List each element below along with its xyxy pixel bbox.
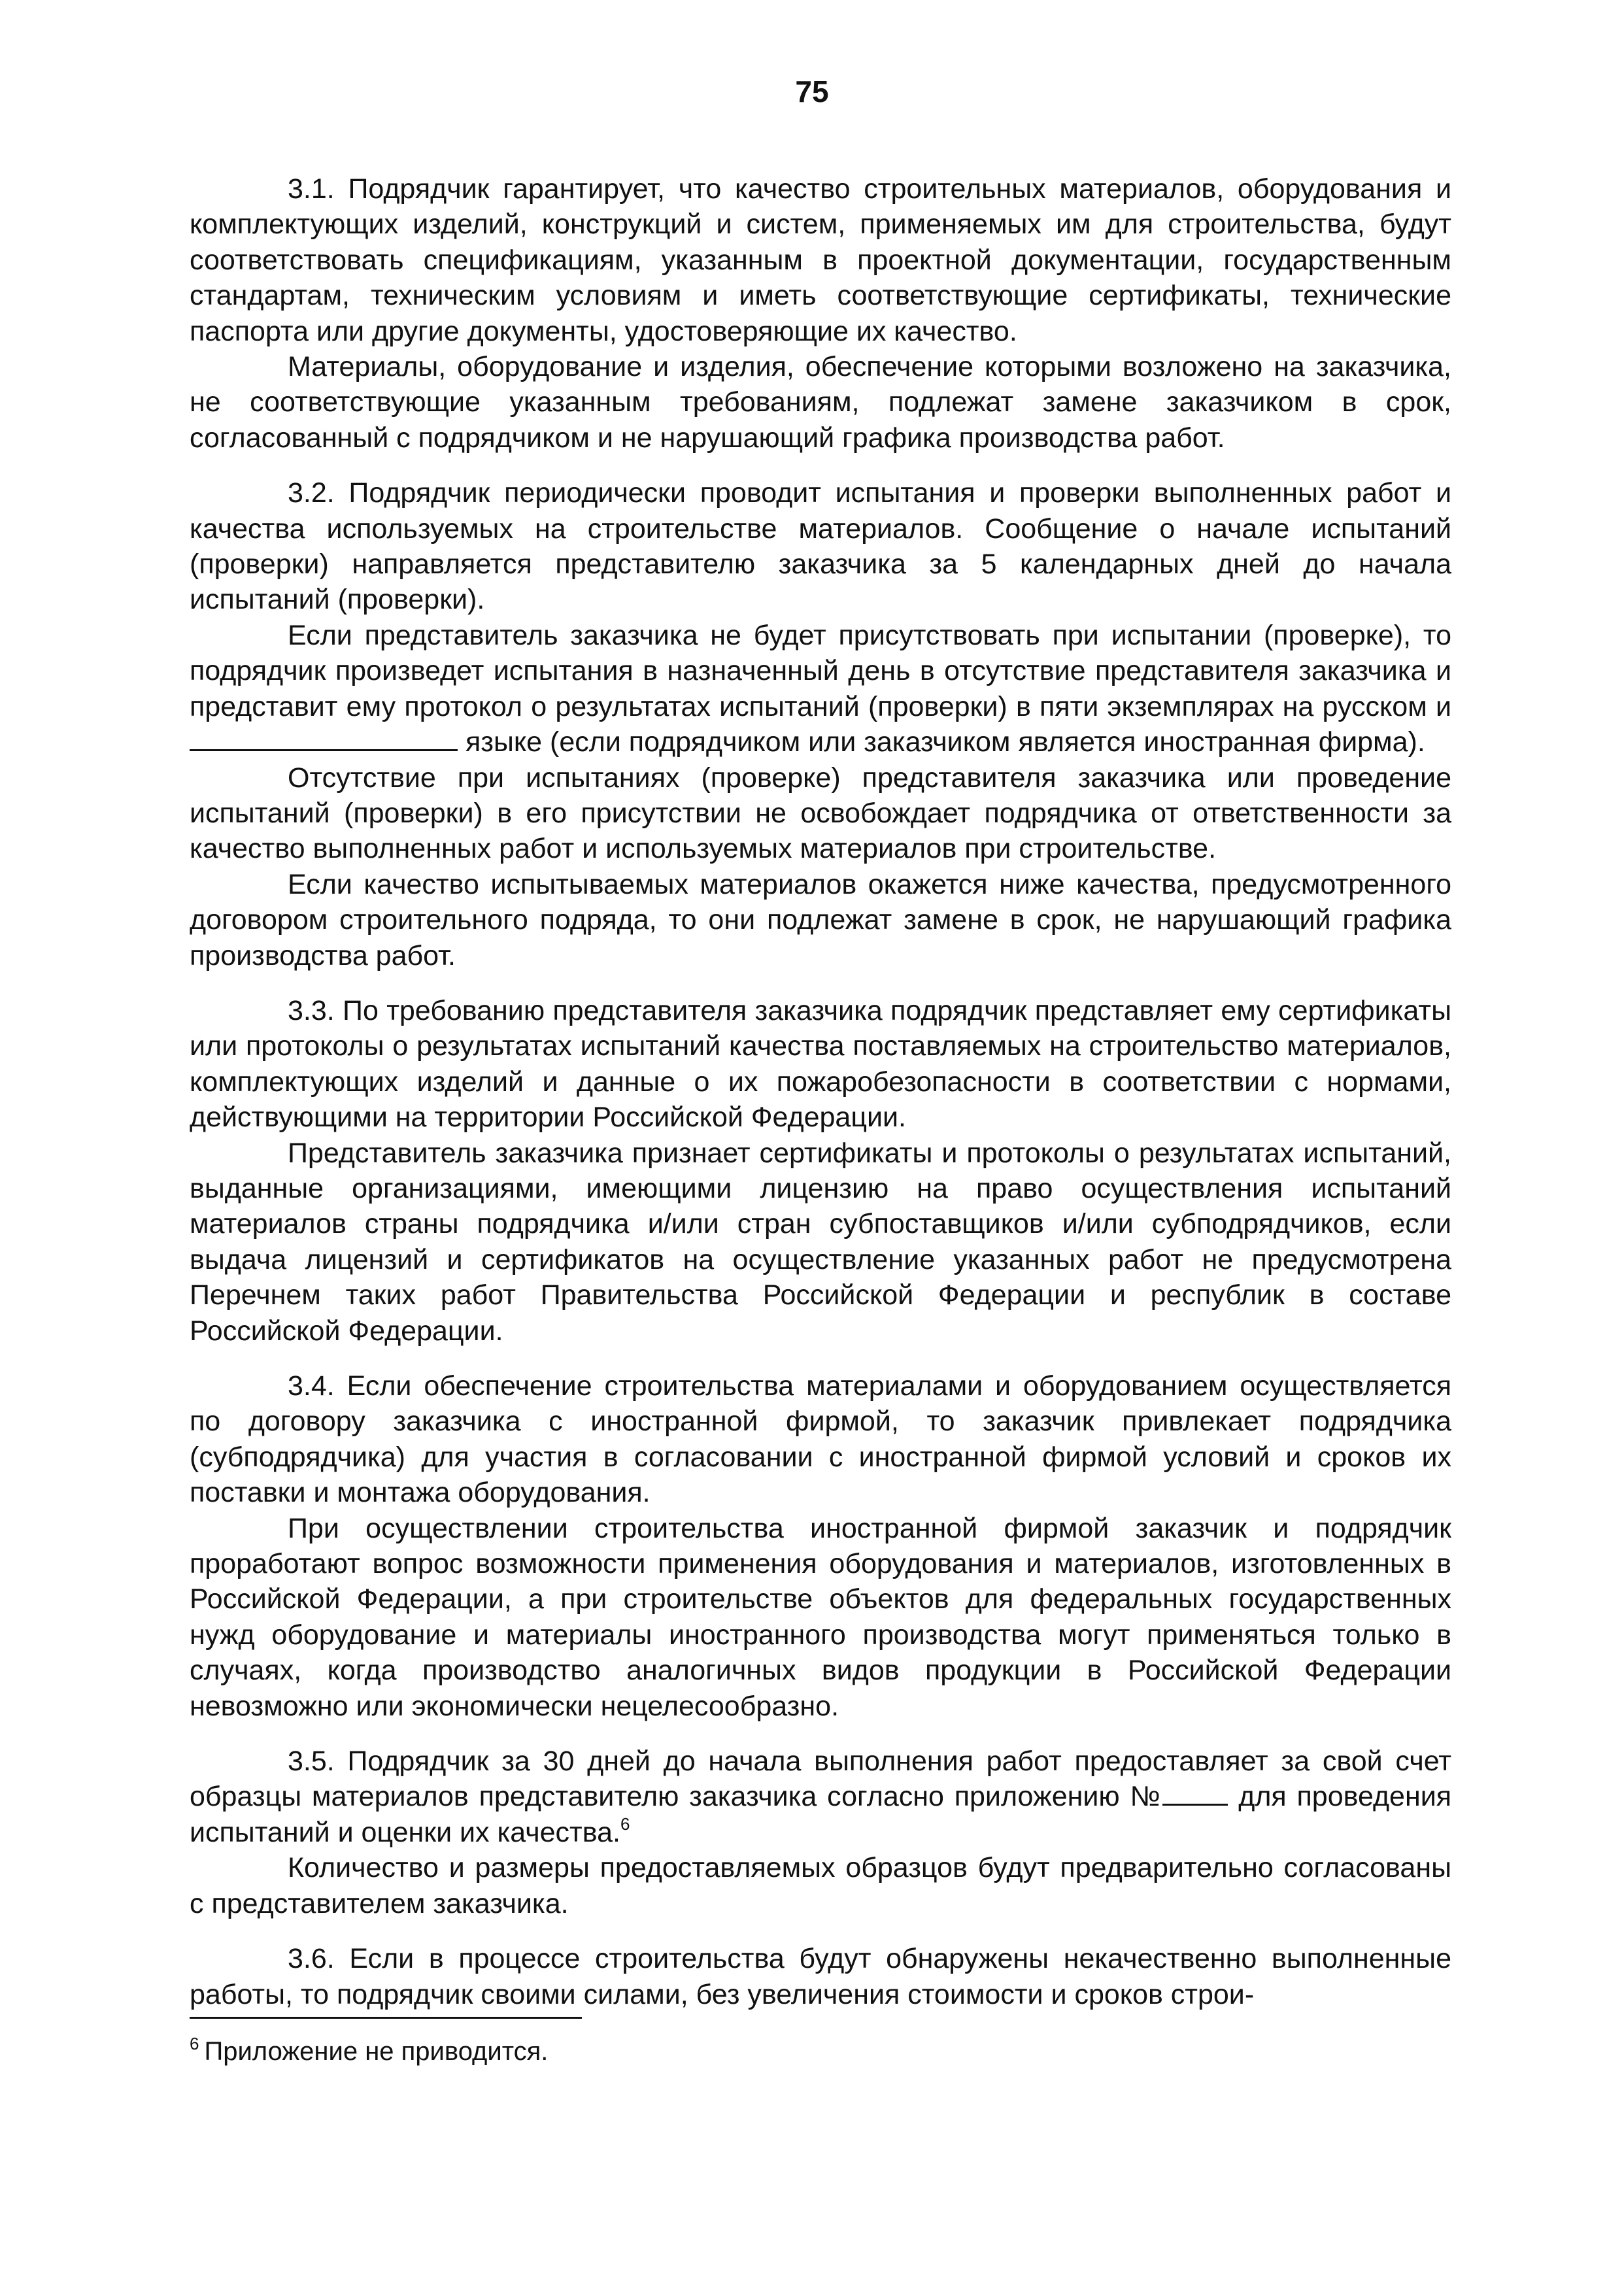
paragraph-3-4-foreign: При осуществлении строительства иностранной фирмой заказчик и подрядчик проработают вопрос возможности применения оборудования и материалов, изготовленных в Российской Федерации, а при строительстве объектов для федеральных государственных нужд оборудование и материалы иностранного производства могут применяться только в случаях, когда производство аналогичных видов продукции в Российской Федерации невозможно или экономически нецелесообразно. <box>190 1512 1451 1722</box>
paragraph-text-before-blank: 3.5. Подрядчик за 30 дней до начала выполнения работ предоставляет за свой счет образцы материалов представителю заказчика согласно приложению № <box>190 1746 1451 1813</box>
paragraph-3-1: 3.1. Подрядчик гарантирует, что качество строительных материалов, оборудования и комплектующих изделий, конструкций и систем, применяемых им для строительства, будут соответствовать спецификациям, указанным в проектной документации, государственным стандартам, техническим условиям и иметь соответствующие сертификаты, технические паспорта или другие документы, удостоверяющие их качество. <box>190 173 1451 347</box>
body-text <box>190 171 1451 2012</box>
footnote-text: Приложение не приводится. <box>204 2037 549 2066</box>
paragraph-text-after-blank: языке (если подрядчиком или заказчиком является иностранная фирма). <box>465 726 1425 758</box>
paragraph-3-5 <box>190 1744 1451 1850</box>
paragraph-3-4: 3.4. Если обеспечение строительства материалами и оборудованием осуществляется по договору заказчика с иностранной фирмой, то заказчик привлекает подрядчика (субподрядчика) для участия в согласовании с иностранной фирмой условий и сроков их поставки и монтажа оборудования. <box>190 1370 1451 1509</box>
paragraph-3-3-certificates: Представитель заказчика признает сертификаты и протоколы о результатах испытаний, выданные организациями, имеющими лицензию на право осуществления испытаний материалов страны подрядчика и/или стран субпоставщиков и/или субподрядчиков, если выдача лицензий и сертификатов на осуществление указанных работ не предусмотрена Перечнем таких работ Правительства Российской Федерации и республик в составе Российской Федерации. <box>190 1137 1451 1347</box>
page-number: 75 <box>795 75 829 109</box>
paragraph-text-before-blank: Если представитель заказчика не будет присутствовать при испытании (проверке), то подрядчик произведет испытания в назначенный день в отсутствие представителя заказчика и представит ему протокол о результатах испытаний (проверки) в пяти экземплярах на русском и <box>190 619 1451 722</box>
paragraph-3-3: 3.3. По требованию представителя заказчика подрядчик представляет ему сертификаты или протоколы о результатах испытаний качества поставляемых на строительство материалов, комплектующих изделий и данные о их пожаробезопасности в соответствии с нормами, действующими на территории Российской Федерации. <box>190 994 1451 1134</box>
paragraph-3-2-replacement: Если качество испытываемых материалов окажется ниже качества, предусмотренного договором строительного подряда, то они подлежат замене в срок, не нарушающий графика производства работ. <box>190 868 1451 971</box>
footnote-mark: 6 <box>190 2034 199 2053</box>
language-blank-field <box>190 724 458 751</box>
paragraph-text-after-blank: для проведения испытаний и оценки их качества. <box>190 1781 1451 1848</box>
paragraph-3-1-materials: Материалы, оборудование и изделия, обеспечение которыми возложено на заказчика, не соответствующие указанным требованиям, подлежат замене заказчиком в срок, согласованный с подрядчиком и не нарушающий графика производства работ. <box>190 351 1451 454</box>
paragraph-3-5-samples: Количество и размеры предоставляемых образцов будут предварительно согласованы с представителем заказчика. <box>190 1852 1451 1919</box>
paragraph-3-2-absence <box>190 618 1451 760</box>
footnote-reference: 6 <box>620 1813 630 1834</box>
appendix-number-blank-field <box>1162 1779 1228 1806</box>
paragraph-3-6: 3.6. Если в процессе строительства будут обнаружены некачественно выполненные работы, то подрядчик своими силами, без увеличения стоимости и сроков строи- <box>190 1943 1451 2010</box>
paragraph-3-2: 3.2. Подрядчик периодически проводит испытания и проверки выполненных работ и качества используемых на строительстве материалов. Сообщение о начале испытаний (проверки) направляется представителю заказчика за 5 календарных дней до начала испытаний (проверки). <box>190 477 1451 616</box>
paragraph-3-2-responsibility: Отсутствие при испытаниях (проверке) представителя заказчика или проведение испытаний (проверки) в его присутствии не освобождает подрядчика от ответственности за качество выполненных работ и используемых материалов при строительстве. <box>190 762 1451 865</box>
footnote <box>190 2035 1451 2070</box>
footnote-separator <box>190 2017 582 2019</box>
